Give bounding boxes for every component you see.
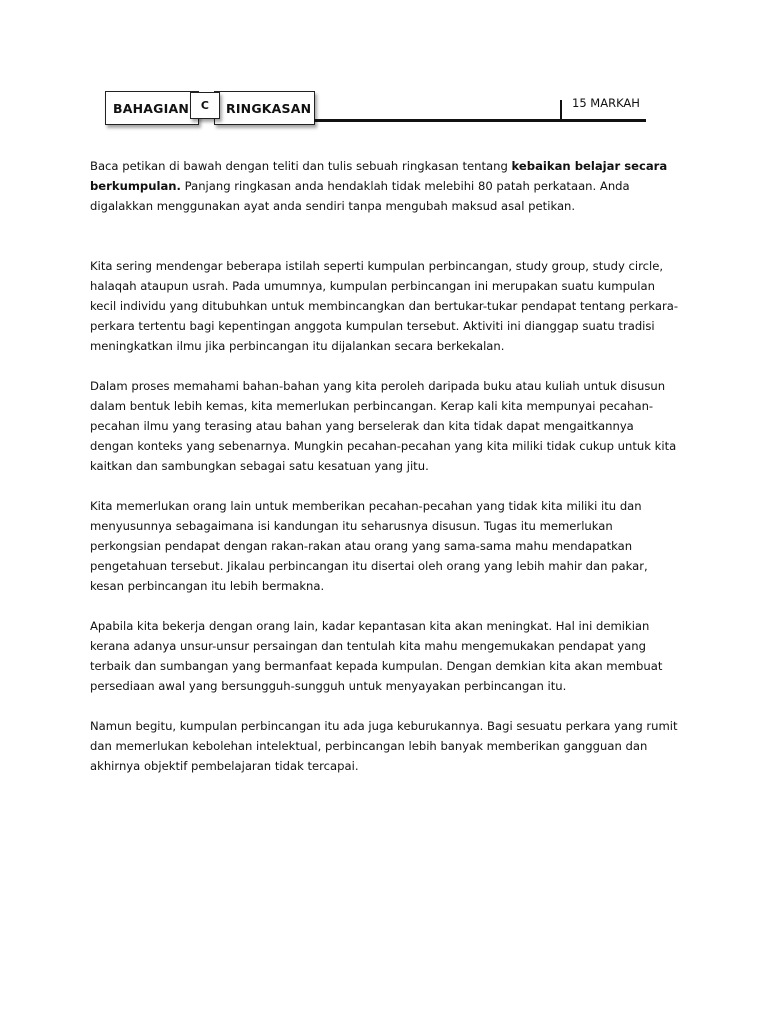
instruction-text-2: Panjang ringkasan anda hendaklah tidak melebihi 80 patah perkataan. Anda digalakkan menggunakan ayat anda sendiri tanpa mengubah maksud asal petikan. <box>90 179 630 213</box>
section-title-box <box>214 91 315 125</box>
section-letter-box <box>190 92 220 119</box>
passage-paragraph-2: Dalam proses memahami bahan-bahan yang kita peroleh daripada buku atau kuliah untuk disusun dalam bentuk lebih kemas, kita memerlukan perbincangan. Kerap kali kita mempunyai pecahan-pecahan ilmu yang terasing atau bahan yang berselerak dan kita tidak dapat mengaitkannya dengan konteks yang sebenarnya. Mungkin pecahan-pecahan yang kita miliki tidak cukup untuk kita kaitkan dan sambungkan sebagai satu kesatuan yang jitu. <box>90 379 677 473</box>
passage-paragraph-5: Namun begitu, kumpulan perbincangan itu ada juga keburukannya. Bagi sesuatu perkara yang rumit dan memerlukan kebolehan intelektual, perbincangan lebih banyak memberikan gangguan dan akhirnya objektif pembelajaran tidak tercapai. <box>90 719 678 773</box>
section-header <box>0 0 768 140</box>
section-label: BAHAGIAN <box>113 100 189 116</box>
instruction-emphasis: kebaikan belajar secara berkumpulan. <box>90 159 668 193</box>
marks-label: 15 MARKAH <box>572 96 640 110</box>
passage-paragraph-1: Kita sering mendengar beberapa istilah seperti kumpulan perbincangan, study group, study circle, halaqah ataupun usrah. Pada umumnya, kumpulan perbincangan ini merupakan suatu kumpulan kecil individu yang ditubuhkan untuk membincangkan dan bertukar-tukar pendapat tentang perkara-perkara tertentu bagi kepentingan anggota kumpulan tersebut. Aktiviti ini dianggap suatu tradisi meningkatkan ilmu jika perbincangan itu dijalankan secara berkekalan. <box>90 259 678 353</box>
section-title: RINGKASAN <box>226 100 312 116</box>
header-rule-tick <box>560 100 562 120</box>
instruction-text-1: Baca petikan di bawah dengan teliti dan tulis sebuah ringkasan tentang <box>90 159 512 173</box>
instruction-paragraph <box>90 156 680 216</box>
section-label-box <box>105 91 199 125</box>
passage-paragraph-4: Apabila kita bekerja dengan orang lain, kadar kepantasan kita akan meningkat. Hal ini demikian kerana adanya unsur-unsur persaingan dan tentulah kita mahu mengemukakan pendapat yang terbaik dan sumbangan yang bermanfaat kepada kumpulan. Dengan demkian kita akan membuat persediaan awal yang bersungguh-sungguh untuk menyayakan perbincangan itu. <box>90 619 663 693</box>
section-letter: C <box>200 99 210 112</box>
header-rule <box>314 119 646 122</box>
passage-paragraph-3: Kita memerlukan orang lain untuk memberikan pecahan-pecahan yang tidak kita miliki itu dan menyusunnya sebagaimana isi kandungan itu seharusnya disusun. Tugas itu memerlukan perkongsian pendapat dengan rakan-rakan atau orang yang sama-sama mahu mendapatkan pengetahuan tersebut. Jikalau perbincangan itu disertai oleh orang yang lebih mahir dan pakar, kesan perbincangan itu lebih bermakna. <box>90 499 648 593</box>
document-body <box>90 156 680 796</box>
